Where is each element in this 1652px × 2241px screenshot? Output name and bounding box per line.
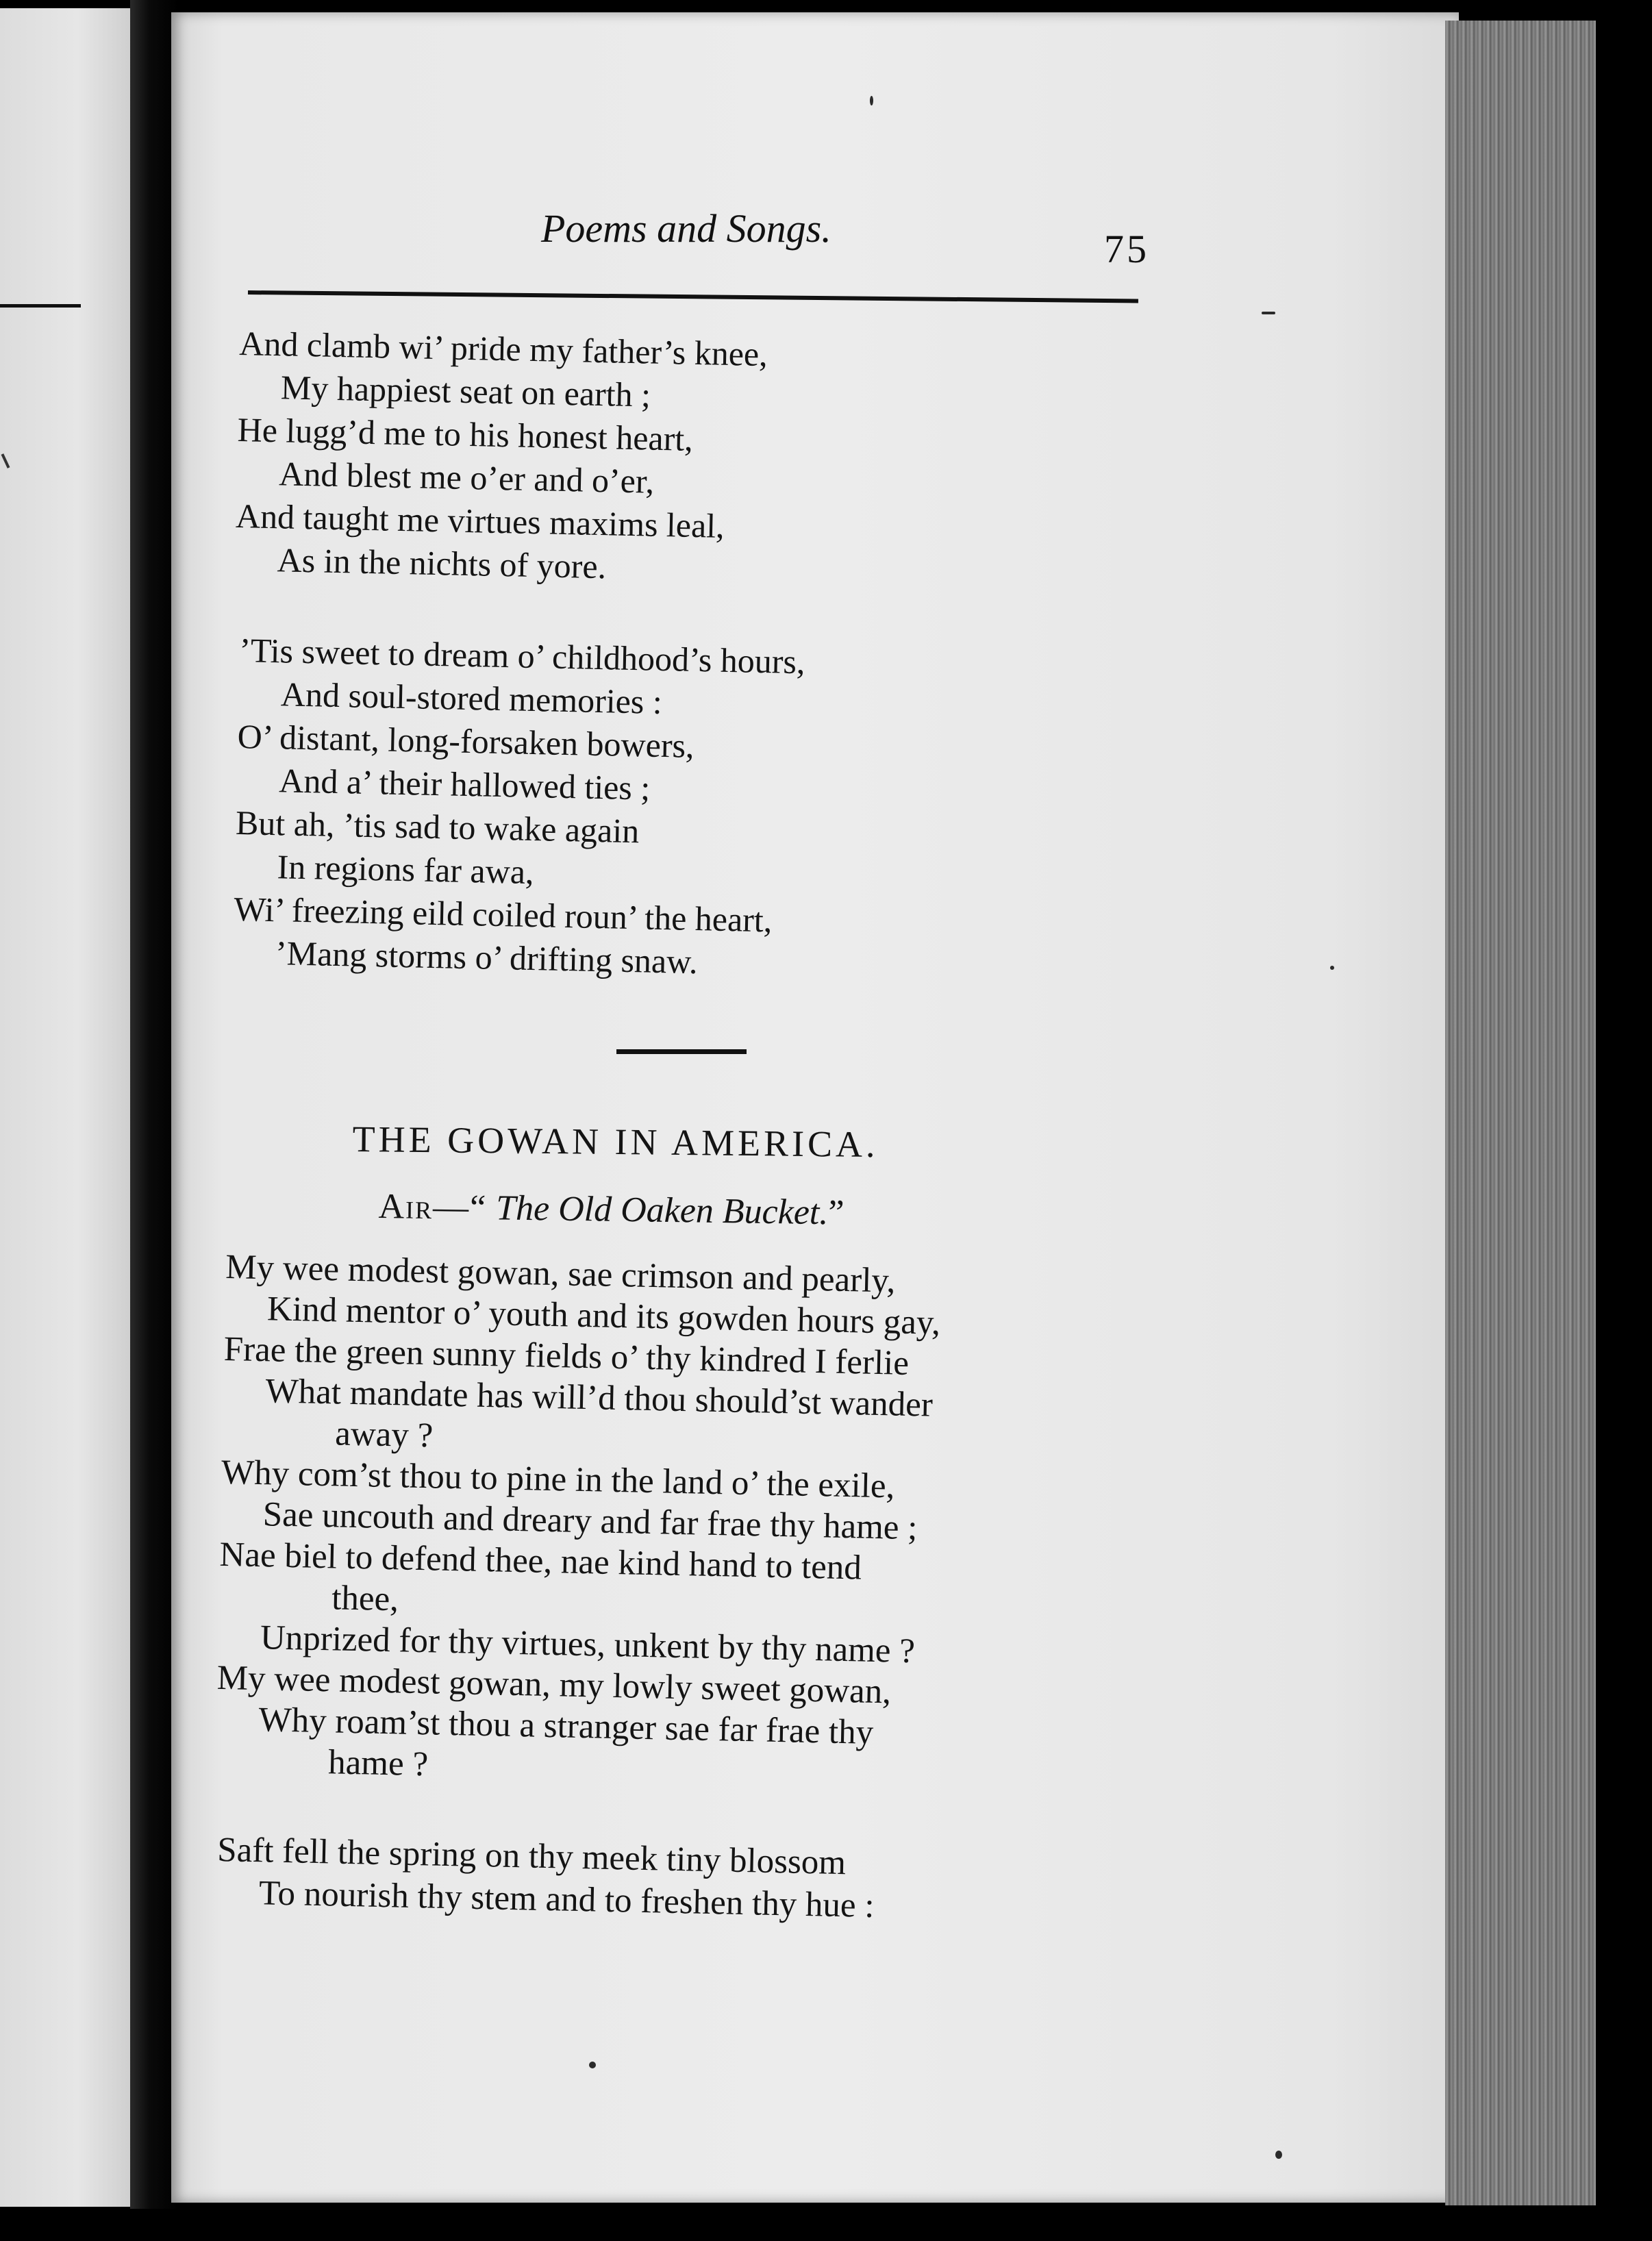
verse-line: ’Tis sweet to dream o’ childhood’s hours, — [238, 630, 806, 681]
scan-border-bottom — [0, 2209, 1652, 2241]
left-facing-page — [0, 8, 130, 2207]
verse-line: What mandate has will’d thou should’st wander — [265, 1372, 934, 1425]
left-page-rule — [0, 304, 81, 308]
verse-line: My happiest seat on earth ; — [280, 368, 651, 414]
poem-title: THE GOWAN IN AMERICA. — [352, 1118, 879, 1166]
page-number: 75 — [1104, 227, 1149, 271]
section-rule — [616, 1049, 747, 1054]
stanza-3 — [215, 1247, 942, 1796]
verse-line: And taught me virtues maxims leal, — [235, 496, 725, 545]
verse-line: Why com’st thou to pine in the land o’ the exile, — [221, 1453, 895, 1506]
verse-line: away ? — [334, 1414, 434, 1455]
verse-line: Unprized for thy virtues, unkent by thy name ? — [260, 1618, 916, 1671]
verse-line: And a’ their hallowed ties ; — [278, 761, 651, 807]
verse-line: Frae the green sunny fields o’ thy kindred I ferlie — [223, 1329, 910, 1383]
verse-line: And blest me o’er and o’er, — [278, 454, 655, 501]
scan-speck — [870, 96, 873, 105]
running-head: Poems and Songs. — [541, 206, 831, 251]
verse-line: Nae biel to defend thee, nae kind hand to tend — [218, 1535, 862, 1588]
air-line — [378, 1186, 844, 1233]
verse-line: thee, — [331, 1579, 399, 1619]
verse-line: To nourish thy stem and to freshen thy hue : — [258, 1874, 875, 1926]
air-prefix: Air—“ — [378, 1186, 488, 1228]
verse-line: Wi’ freezing eild coiled roun’ the heart, — [233, 889, 773, 940]
stanza-4 — [216, 1829, 875, 1927]
verse-line: My wee modest gowan, sae crimson and pearly, — [225, 1247, 896, 1301]
verse-line: As in the nichts of yore. — [277, 540, 607, 586]
stanza-1 — [234, 322, 768, 592]
verse-line: My wee modest gowan, my lowly sweet gowan, — [216, 1658, 892, 1712]
verse-line: O’ distant, long-forsaken bowers, — [237, 716, 695, 765]
verse-line: And clamb wi’ pride my father’s knee, — [238, 323, 768, 374]
verse-line: Saft fell the spring on thy meek tiny blossom — [216, 1830, 847, 1883]
verse-line: Why roam’st thou a stranger sae far frae thy — [258, 1701, 874, 1752]
air-title: The Old Oaken Bucket. — [495, 1188, 829, 1233]
verse-line: But ah, ’tis sad to wake again — [235, 803, 640, 851]
scan-border-right — [1596, 0, 1652, 2241]
verse-line: And soul-stored memories : — [280, 675, 663, 721]
verse-line: He lugg’d me to his honest heart, — [237, 410, 694, 458]
left-page-mark — [1, 453, 10, 468]
verse-line: Kind mentor o’ youth and its gowden hours gay, — [266, 1290, 941, 1342]
stanza-2 — [232, 629, 805, 986]
verse-line: hame ? — [327, 1743, 429, 1784]
verse-line: Sae uncouth and dreary and far frae thy hame ; — [262, 1495, 918, 1548]
scan-speck — [1262, 312, 1275, 314]
scan-speck — [1330, 966, 1334, 970]
verse-line: In regions far awa, — [277, 847, 535, 892]
scan-speck — [1275, 2151, 1282, 2159]
page-edges — [1445, 21, 1616, 2205]
air-suffix: ” — [827, 1193, 844, 1233]
scan-speck — [589, 2062, 596, 2068]
verse-line: ’Mang storms o’ drifting snaw. — [275, 934, 699, 981]
